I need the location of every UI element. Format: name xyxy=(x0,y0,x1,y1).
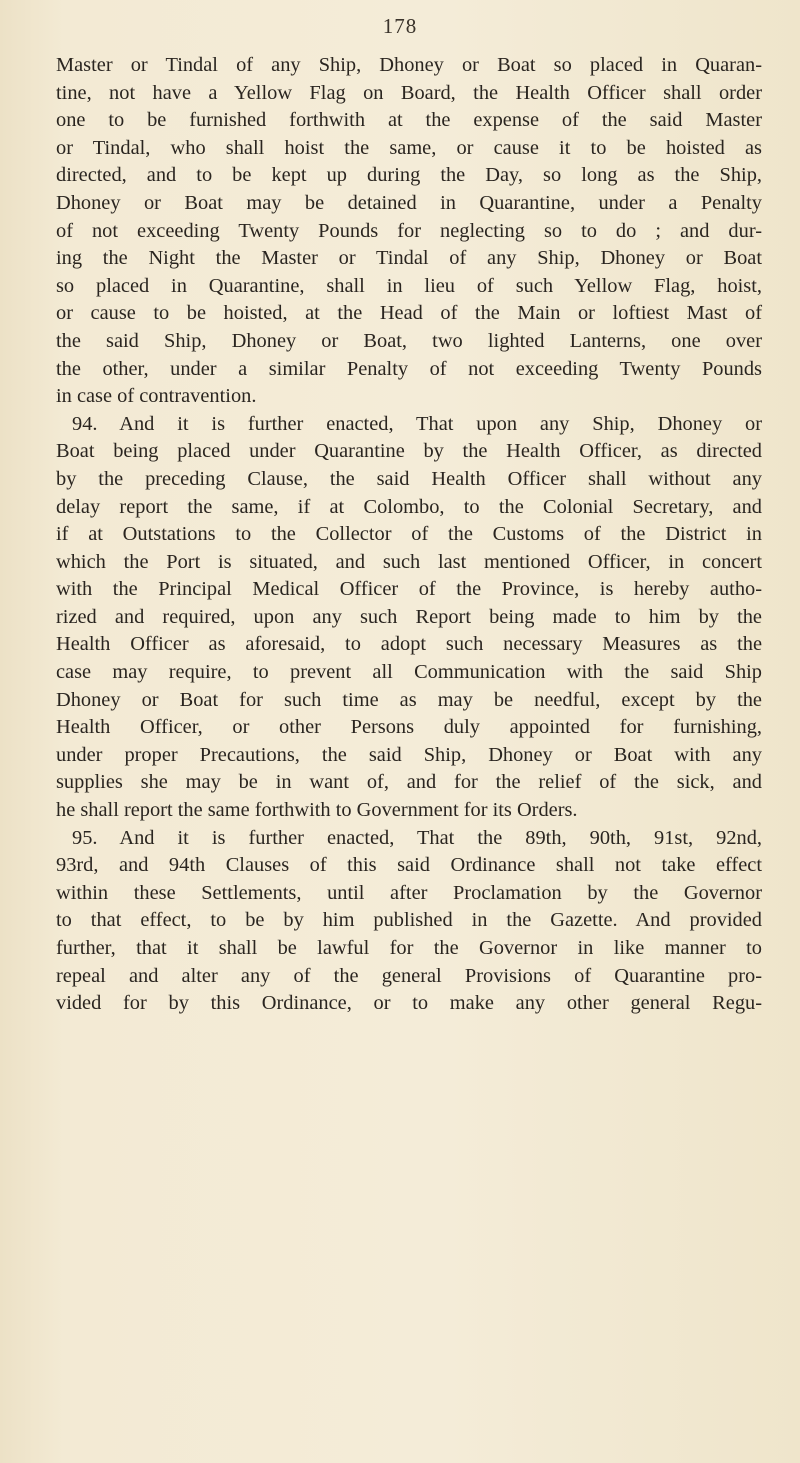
text-line: or Tindal, who shall hoist the same, or cause it to be hoisted as xyxy=(56,136,762,159)
text-line: Dhoney or Boat for such time as may be needful, except by the xyxy=(56,688,762,711)
text-line: 94. And it is further enacted, That upon any Ship, Dhoney or xyxy=(72,412,762,435)
text-line: to that effect, to be by him published in the Gazette. And provided xyxy=(56,909,762,932)
paragraph-93-continuation xyxy=(56,52,762,411)
text-line: or cause to be hoisted, at the Head of the Main or loftiest Mast of xyxy=(56,302,762,325)
text-line: under proper Precautions, the said Ship, Dhoney or Boat with any xyxy=(56,743,762,766)
text-line: if at Outstations to the Collector of the Customs of the District in xyxy=(56,523,762,546)
text-line: Health Officer, or other Persons duly appointed for furnishing, xyxy=(56,716,762,739)
text-line: tine, not have a Yellow Flag on Board, the Health Officer shall order xyxy=(56,81,762,104)
text-line: within these Settlements, until after Proclamation by the Governor xyxy=(56,881,762,904)
text-line: vided for by this Ordinance, or to make any other general Regu- xyxy=(56,992,762,1015)
paragraph-95 xyxy=(56,825,762,1018)
text-line: 93rd, and 94th Clauses of this said Ordinance shall not take effect xyxy=(56,854,762,877)
text-line: supplies she may be in want of, and for the relief of the sick, and xyxy=(56,771,762,794)
text-line: one to be furnished forthwith at the expense of the said Master xyxy=(56,109,762,132)
text-line: the other, under a similar Penalty of not exceeding Twenty Pounds xyxy=(56,357,762,380)
text-line: which the Port is situated, and such last mentioned Officer, in concert xyxy=(56,550,762,573)
text-line: rized and required, upon any such Report being made to him by the xyxy=(56,605,762,628)
text-line: with the Principal Medical Officer of the Province, is hereby autho- xyxy=(56,578,762,601)
text-line: further, that it shall be lawful for the Governor in like manner to xyxy=(56,937,762,959)
text-line: in case of contravention. xyxy=(56,385,257,408)
text-line: Health Officer as aforesaid, to adopt such necessary Measures as the xyxy=(56,633,762,656)
page-number: 178 xyxy=(382,14,418,38)
paragraph-94 xyxy=(56,411,762,825)
text-line: directed, and to be kept up during the Day, so long as the Ship, xyxy=(56,164,762,187)
document-body xyxy=(56,52,762,1018)
text-line: ing the Night the Master or Tindal of any Ship, Dhoney or Boat xyxy=(56,247,762,270)
text-line: repeal and alter any of the general Provisions of Quarantine pro- xyxy=(56,964,762,987)
text-line: the said Ship, Dhoney or Boat, two lighted Lanterns, one over xyxy=(56,329,762,352)
text-line: 95. And it is further enacted, That the 89th, 90th, 91st, 92nd, xyxy=(72,826,762,849)
text-line: case may require, to prevent all Communication with the said Ship xyxy=(56,661,762,684)
text-line: so placed in Quarantine, shall in lieu of such Yellow Flag, hoist, xyxy=(56,274,762,297)
text-line: of not exceeding Twenty Pounds for neglecting so to do ; and dur- xyxy=(56,219,762,242)
text-line: by the preceding Clause, the said Health Officer shall without any xyxy=(56,467,762,490)
text-line: delay report the same, if at Colombo, to the Colonial Secretary, and xyxy=(56,495,762,518)
text-line: he shall report the same forthwith to Government for its Orders. xyxy=(56,799,578,822)
text-line: Dhoney or Boat may be detained in Quarantine, under a Penalty xyxy=(56,191,762,214)
text-line: Boat being placed under Quarantine by the Health Officer, as directed xyxy=(56,440,762,463)
text-line: Master or Tindal of any Ship, Dhoney or Boat so placed in Quaran- xyxy=(56,54,762,76)
